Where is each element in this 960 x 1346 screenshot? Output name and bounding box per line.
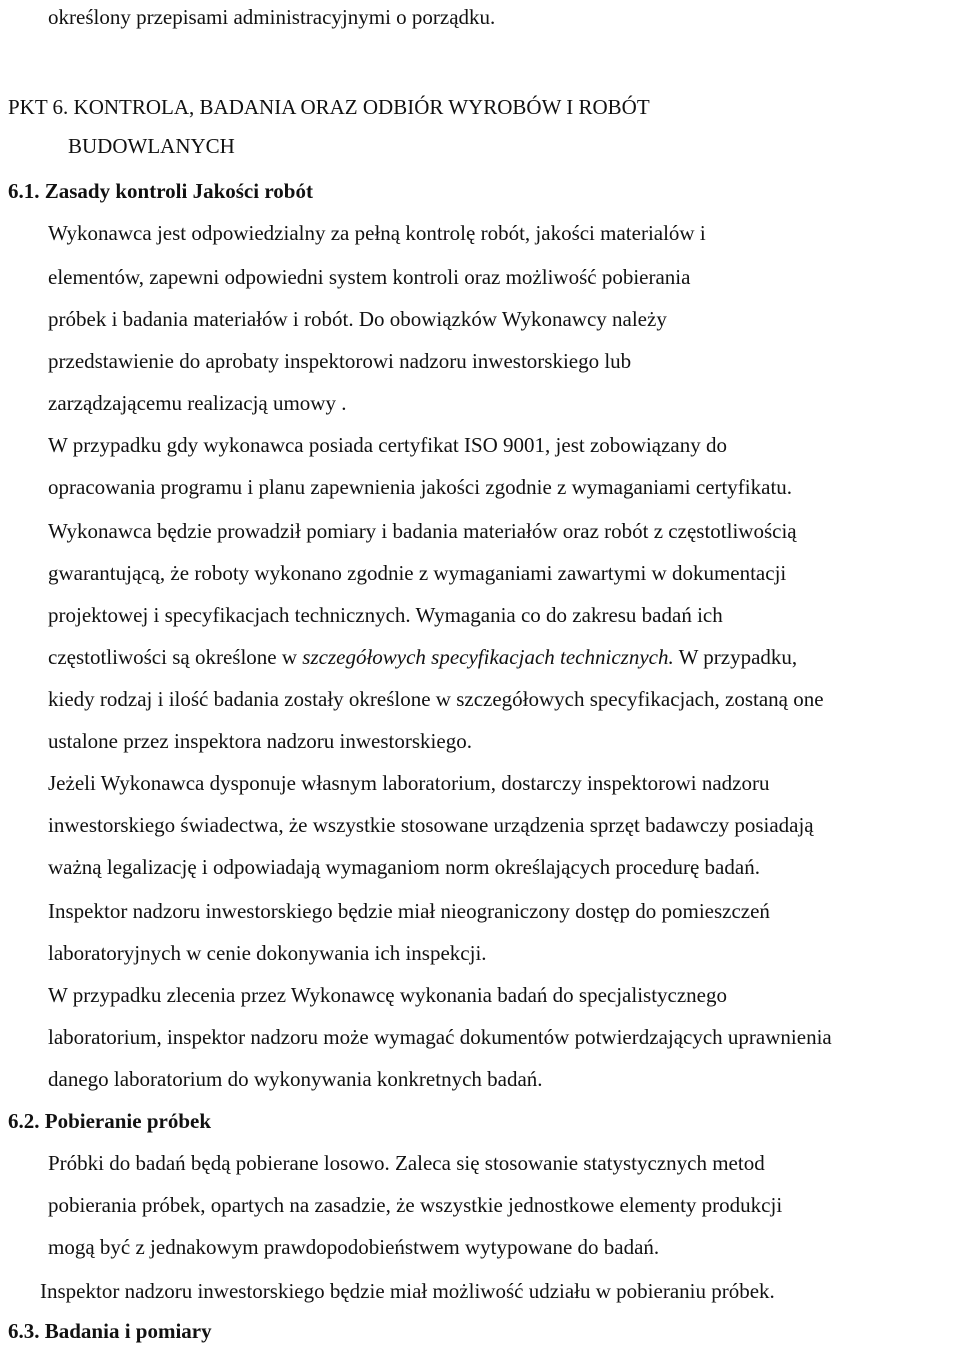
subsection-heading-6-3: 6.3. Badania i pomiary [8, 1319, 212, 1343]
text-line: ważną legalizację i odpowiadają wymaganiom norm określających procedurę badań. [48, 855, 760, 879]
text-line: próbek i badania materiałów i robót. Do obowiązków Wykonawcy należy [48, 307, 667, 331]
subsection-heading-6-1: 6.1. Zasady kontroli Jakości robót [8, 179, 313, 203]
text-line: laboratoryjnych w cenie dokonywania ich inspekcji. [48, 941, 487, 965]
text-line: Jeżeli Wykonawca dysponuje własnym laboratorium, dostarczy inspektorowi nadzoru [48, 771, 770, 795]
text-line: inwestorskiego świadectwa, że wszystkie stosowane urządzenia sprzęt badawczy posiadają [48, 813, 814, 837]
text-segment: częstotliwości są określone w [48, 645, 303, 669]
text-line: Wykonawca będzie prowadził pomiary i badania materiałów oraz robót z częstotliwością [48, 519, 797, 543]
text-line [48, 644, 797, 670]
text-line: W przypadku zlecenia przez Wykonawcę wykonania badań do specjalistycznego [48, 983, 728, 1007]
text-line: opracowania programu i planu zapewnienia jakości zgodnie z wymaganiami certyfikatu. [48, 475, 793, 499]
text-line: laboratorium, inspektor nadzoru może wymagać dokumentów potwierdzających uprawnienia [48, 1025, 832, 1049]
text-line: przedstawienie do aprobaty inspektorowi nadzoru inwestorskiego lub [48, 349, 632, 373]
text-line: W przypadku gdy wykonawca posiada certyfikat ISO 9001, jest zobowiązany do [48, 433, 728, 457]
text-line: Wykonawca jest odpowiedzialny za pełną kontrolę robót, jakości materialów i [48, 221, 706, 245]
text-line: Inspektor nadzoru inwestorskiego będzie miał możliwość udziału w pobieraniu próbek. [40, 1279, 775, 1303]
text-line: kiedy rodzaj i ilość badania zostały określone w szczegółowych specyfikacjach, zostaną one [48, 687, 824, 711]
text-line: Inspektor nadzoru inwestorskiego będzie miał nieograniczony dostęp do pomieszczeń [48, 899, 770, 923]
text-line: Próbki do badań będą pobierane losowo. Zaleca się stosowanie statystycznych metod [48, 1151, 765, 1175]
text-line: określony przepisami administracyjnymi o porządku. [48, 5, 496, 29]
text-line: gwarantującą, że roboty wykonano zgodnie z wymaganiami zawartymi w dokumentacji [48, 561, 787, 585]
text-line: danego laboratorium do wykonywania konkretnych badań. [48, 1067, 543, 1091]
text-line: projektowej i specyfikacjach technicznych. Wymagania co do zakresu badań ich [48, 603, 723, 627]
text-line: pobierania próbek, opartych na zasadzie, że wszystkie jednostkowe elementy produkcji [48, 1193, 783, 1217]
text-line: elementów, zapewni odpowiedni system kontroli oraz możliwość pobierania [48, 265, 691, 289]
subsection-heading-6-2: 6.2. Pobieranie próbek [8, 1109, 211, 1133]
text-line: zarządzającemu realizacją umowy . [48, 391, 347, 415]
text-line: mogą być z jednakowym prawdopodobieństwem wytypowane do badań. [48, 1235, 660, 1259]
section-title: PKT 6. KONTROLA, BADANIA ORAZ ODBIÓR WYROBÓW I ROBÓT [8, 95, 650, 119]
section-title-continued: BUDOWLANYCH [68, 134, 235, 158]
text-segment: W przypadku, [673, 645, 798, 669]
text-line: ustalone przez inspektora nadzoru inwestorskiego. [48, 729, 472, 753]
italic-text-segment: szczegółowych specyfikacjach technicznych. [302, 645, 674, 669]
